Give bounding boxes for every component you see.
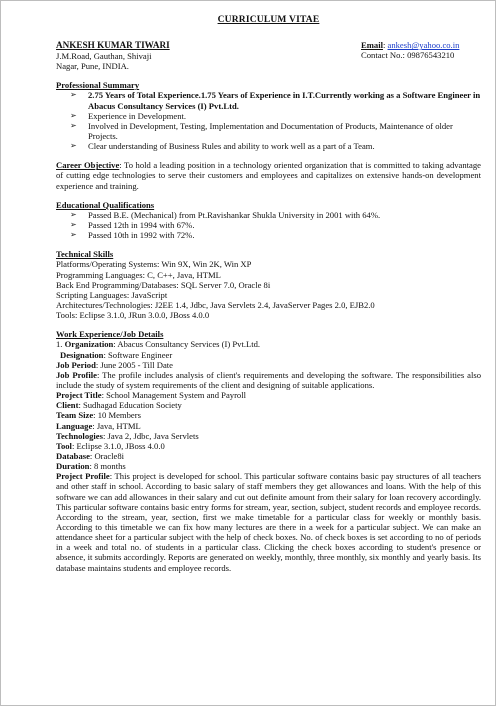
project-title-label: Project Title	[56, 390, 102, 401]
job-profile-value: : The profile includes analysis of client's requirements and developing the software. The responsibilities also include the study of system requirements of the client and designing of suitable applications.	[56, 369, 481, 390]
document-title: CURRICULUM VITAE	[217, 15, 320, 25]
phone-line: Contact No.: 09876543210	[361, 50, 455, 61]
database-row	[56, 451, 481, 461]
client-value: : Sudhagad Education Society	[78, 400, 182, 411]
skills-line: Platforms/Operating Systems: Win 9X, Win 2K, Win XP	[56, 259, 252, 270]
education-item: ➢ Passed 12th in 1994 with 67%.	[70, 220, 481, 230]
project-profile-label: Project Profile	[56, 471, 110, 482]
designation-row	[56, 350, 481, 360]
project-title-value: : School Management System and Payroll	[101, 390, 246, 401]
contact-right	[361, 40, 481, 71]
technologies-label: Technologies	[56, 430, 103, 441]
summary-heading: Professional Summary	[56, 80, 140, 91]
email-label: Email	[361, 40, 383, 51]
job-profile-row	[56, 370, 481, 390]
project-profile-value: : This project is developed for school. This particular software contains basic pay structures of all teachers and other staff in school. According to basic salary of staff members they get allowances and loans. With the help of this software we can add allowances in their salary and cut out definite amount from their salary for loan recovery accordingly. This particular software contains basic entry forms for stream, year, section, subject, student records and employee records. According to the stream, year, section, first we make timetable for a particular class for weekly or monthly basis. According to this timetable we can fix how many lectures are there in a week for a particular subject. We can make an attendance sheet for a particular subject with the help of check boxes. No. of check boxes is set according to no of periods in a week and total no. of students in a particular class. Clicking the check boxes according to student's presence or absence, it submits accordingly. Reports are generated on weekly, monthly, three monthly, six monthly and yearly basis. Its database maintains students and employee records.	[56, 471, 481, 573]
language-value: : Java, HTML	[92, 420, 141, 431]
summary-item: ➢ Experience in Development.	[70, 111, 481, 121]
objective-label: Career Objective	[56, 160, 120, 171]
contact-left	[56, 40, 306, 71]
language-row	[56, 421, 481, 431]
database-label: Database	[56, 450, 90, 461]
address-line-1: J.M.Road, Gauthan, Shivaji	[56, 51, 152, 62]
skills-line: Scripting Languages: JavaScript	[56, 289, 168, 300]
skills-line: Programming Languages: C, C++, Java, HTML	[56, 269, 221, 280]
candidate-name: ANKESH KUMAR TIWARI	[56, 40, 170, 51]
summary-item: ➢ Clear understanding of Business Rules and ability to work well as a part of a Team.	[70, 141, 481, 151]
org-value: : Abacus Consultancy Services (I) Pvt.Ltd.	[113, 339, 261, 350]
skills-section	[56, 249, 481, 320]
summary-section	[56, 80, 481, 151]
team-size-value: : 10 Members	[93, 410, 141, 421]
database-value: : Oracle8i	[89, 450, 125, 461]
client-label: Client	[56, 400, 79, 411]
team-size-row	[56, 410, 481, 420]
language-label: Language	[56, 420, 93, 431]
tool-row	[56, 441, 481, 451]
skills-line: Back End Programming/Databases: SQL Server 7.0, Oracle 8i	[56, 279, 271, 290]
skills-line: Architectures/Technologies: J2EE 1.4, Jdbc, Java Servlets 2.4, JavaServer Pages 2.0, EJB2.0	[56, 300, 375, 311]
education-heading: Educational Qualifications	[56, 199, 155, 210]
org-number: 1.	[56, 339, 65, 350]
org-label: Organization	[64, 339, 114, 350]
project-profile-row	[56, 471, 481, 572]
contact-block	[56, 40, 481, 71]
client-row	[56, 400, 481, 410]
organization-row	[56, 339, 481, 349]
email-separator: :	[382, 40, 388, 51]
summary-list	[56, 90, 481, 151]
address-line-2: Nagar, Pune, INDIA.	[56, 61, 129, 72]
project-title-row	[56, 390, 481, 400]
team-size-label: Team Size	[56, 410, 94, 421]
objective-section	[56, 160, 481, 190]
designation-value: : Software Engineer	[103, 349, 173, 360]
tool-value: : Eclipse 3.1.0, JBoss 4.0.0	[71, 440, 165, 451]
job-period-value: : June 2005 - Till Date	[95, 359, 173, 370]
job-period-row	[56, 360, 481, 370]
tool-label: Tool	[56, 440, 72, 451]
objective-text: : To hold a leading position in a technology oriented organization that is committed to taking advantage of cutting edge technologies to serve their customers and employees and capitalizes on extensive hands-on development experience and training.	[56, 160, 481, 191]
education-item: ➢ Passed 10th in 1992 with 72%.	[70, 230, 481, 240]
technologies-row	[56, 431, 481, 441]
job-profile-label: Job Profile	[56, 369, 97, 380]
duration-value: : 8 months	[89, 461, 126, 472]
education-item: ➢ Passed B.E. (Mechanical) from Pt.Ravishankar Shukla University in 2001 with 64%.	[70, 210, 481, 220]
duration-label: Duration	[56, 461, 90, 472]
work-heading: Work Experience/Job Details	[56, 329, 164, 340]
education-section	[56, 200, 481, 241]
summary-item: ➢ Involved in Development, Testing, Implementation and Documentation of Products, Maintenance of older Projects.	[70, 121, 481, 141]
job-period-label: Job Period	[56, 359, 96, 370]
skills-line: Tools: Eclipse 3.1.0, JRun 3.0.0, JBoss 4.0.0	[56, 310, 210, 321]
duration-row	[56, 461, 481, 471]
summary-item: ➢ 2.75 Years of Total Experience.1.75 Years of Experience in I.T.Currently working as a Software Engineer in Abacus Consultancy Services (I) Pvt.Ltd.	[70, 90, 481, 110]
education-list	[56, 210, 481, 240]
skills-heading: Technical Skills	[56, 249, 114, 260]
email-link[interactable]: ankesh@yahoo.co.in	[387, 40, 460, 51]
email-line	[361, 40, 481, 50]
designation-label: Designation	[60, 349, 104, 360]
technologies-value: : Java 2, Jdbc, Java Servlets	[102, 430, 199, 441]
work-section	[56, 329, 481, 572]
